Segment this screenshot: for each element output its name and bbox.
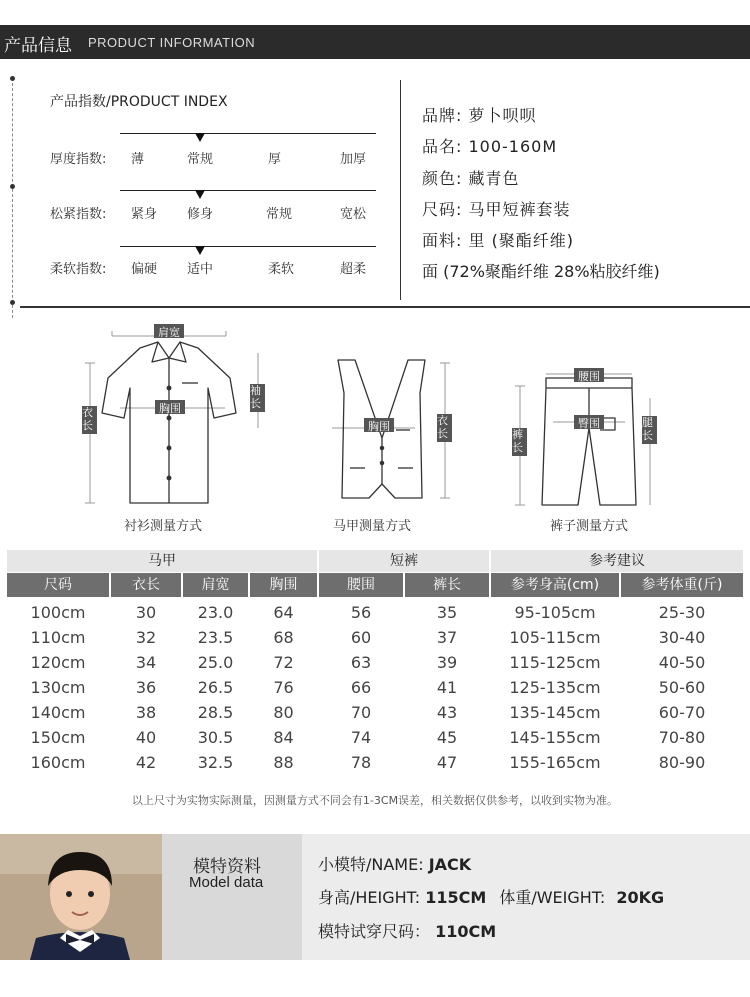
index-option: 偏硬 (131, 262, 158, 277)
cell: 63 (350, 653, 372, 672)
fit-index-label: 松紧指数: (50, 207, 107, 222)
col-chest: 胸围 (250, 573, 317, 597)
index-option: 厚 (268, 152, 282, 167)
cell: 70 (350, 703, 372, 722)
cell: 32 (135, 628, 157, 647)
model-size: 110CM (435, 922, 497, 941)
model-height-row (318, 885, 664, 908)
index-option: 宽松 (340, 207, 367, 222)
col-length: 衣长 (111, 573, 181, 597)
label-waist: 腰围 (578, 370, 600, 383)
label-shoulder: 肩宽 (158, 326, 180, 339)
cell: 95-105cm (514, 603, 596, 622)
model-photo (0, 834, 162, 960)
product-index-title: 产品指数/PRODUCT INDEX (50, 94, 228, 110)
cell: 25-30 (658, 603, 706, 622)
col-pants-length: 裤长 (405, 573, 489, 597)
shirt-caption: 衬衫测量方式 (124, 519, 203, 534)
label-length: 衣长 (82, 406, 93, 432)
cell: 130cm (30, 678, 86, 697)
index-option: 加厚 (340, 152, 367, 167)
cell: 28.5 (197, 703, 234, 722)
header-title-cn: 产品信息 (4, 36, 72, 56)
info-color: 颜色: 藏青色 (422, 169, 520, 188)
cell: 160cm (30, 753, 86, 772)
cell: 36 (135, 678, 157, 697)
cell: 135-145cm (509, 703, 601, 722)
cell: 84 (273, 728, 294, 747)
table-row (0, 628, 750, 653)
info-fabric-outer: 面 (72%聚酯纤维 28%粘胶纤维) (422, 262, 660, 281)
model-label-cn: 模特资料 (193, 857, 261, 877)
cell: 35 (436, 603, 458, 622)
cell: 125-135cm (509, 678, 601, 697)
label-hip: 臀围 (578, 417, 600, 430)
index-option: 修身 (187, 207, 214, 222)
cell: 26.5 (197, 678, 234, 697)
cell: 56 (350, 603, 372, 622)
thickness-index-label: 厚度指数: (50, 152, 107, 167)
index-scale-line (120, 246, 376, 247)
softness-index-label: 柔软指数: (50, 262, 107, 277)
model-size-label: 模特试穿尺码： (318, 922, 431, 941)
cell: 110cm (30, 628, 86, 647)
cell: 64 (273, 603, 294, 622)
label-chest: 胸围 (159, 402, 181, 415)
decorative-rail (12, 78, 13, 318)
index-marker-icon (195, 133, 205, 142)
table-row (0, 653, 750, 678)
table-row (0, 728, 750, 753)
cell: 115-125cm (509, 653, 601, 672)
cell: 30.5 (197, 728, 234, 747)
cell: 41 (436, 678, 458, 697)
index-option: 薄 (131, 152, 145, 167)
group-shorts: 短裤 (319, 550, 489, 572)
cell: 150cm (30, 728, 86, 747)
cell: 68 (273, 628, 294, 647)
vertical-divider (400, 80, 401, 300)
index-option: 常规 (187, 152, 214, 167)
model-weight-label: 体重/WEIGHT: (499, 888, 606, 907)
model-height: 115CM (425, 888, 487, 907)
cell: 40-50 (658, 653, 706, 672)
cell: 23.5 (197, 628, 234, 647)
cell: 40 (135, 728, 157, 747)
cell: 25.0 (197, 653, 234, 672)
col-waist: 腰围 (319, 573, 403, 597)
cell: 78 (350, 753, 372, 772)
model-label-en: Model data (189, 874, 264, 891)
label-leg: 腿长 (642, 416, 653, 442)
cell: 37 (436, 628, 458, 647)
label-vest-chest: 胸围 (368, 420, 390, 433)
cell: 50-60 (658, 678, 706, 697)
model-height-label: 身高/HEIGHT: (318, 888, 421, 907)
cell: 120cm (30, 653, 86, 672)
cell: 42 (135, 753, 157, 772)
horizontal-divider (20, 306, 750, 308)
col-ref-weight: 参考体重(斤) (621, 573, 743, 597)
label-inseam: 裤长 (512, 428, 523, 454)
model-name: JACK (428, 855, 472, 874)
index-marker-icon (195, 190, 205, 199)
table-row (0, 703, 750, 728)
index-scale-line (120, 190, 376, 191)
index-option: 柔软 (268, 262, 295, 277)
col-shoulder: 肩宽 (183, 573, 248, 597)
cell: 72 (273, 653, 294, 672)
cell: 45 (436, 728, 458, 747)
label-sleeve: 袖长 (250, 384, 261, 410)
shorts-caption: 裤子测量方式 (550, 519, 629, 534)
rail-dot (10, 76, 15, 81)
measurement-note: 以上尺寸为实物实际测量，因测量方式不同会有1-3CM误差，相关数据仅供参考，以收到实物为准。 (131, 794, 619, 807)
model-name-row (318, 852, 471, 875)
cell: 34 (135, 653, 157, 672)
model-size-row (318, 919, 496, 942)
index-option: 适中 (187, 262, 214, 277)
index-scale-line (120, 133, 376, 134)
group-vest: 马甲 (7, 550, 317, 572)
index-option: 超柔 (340, 262, 367, 277)
cell: 47 (436, 753, 458, 772)
cell: 38 (135, 703, 157, 722)
rail-dot (10, 184, 15, 189)
cell: 66 (350, 678, 372, 697)
cell: 145-155cm (509, 728, 601, 747)
model-name-label: 小模特/NAME: (318, 855, 424, 874)
cell: 60-70 (658, 703, 706, 722)
rail-dot (10, 300, 15, 305)
cell: 105-115cm (509, 628, 601, 647)
cell: 80-90 (658, 753, 706, 772)
cell: 39 (436, 653, 458, 672)
cell: 30-40 (658, 628, 706, 647)
cell: 76 (273, 678, 294, 697)
cell: 140cm (30, 703, 86, 722)
cell: 32.5 (197, 753, 234, 772)
section-header (0, 25, 750, 59)
index-option: 常规 (266, 207, 293, 222)
header-title-en: PRODUCT INFORMATION (88, 35, 256, 50)
info-size: 尺码: 马甲短裤套装 (422, 200, 571, 219)
info-fabric: 面料: 里 (聚酯纤维) (422, 231, 575, 250)
cell: 80 (273, 703, 294, 722)
table-row (0, 678, 750, 703)
label-vest-length: 衣长 (437, 414, 448, 440)
cell: 70-80 (658, 728, 706, 747)
cell: 30 (135, 603, 157, 622)
table-row (0, 603, 750, 628)
cell: 43 (436, 703, 458, 722)
group-reference: 参考建议 (491, 550, 743, 572)
cell: 155-165cm (509, 753, 601, 772)
vest-caption: 马甲测量方式 (333, 519, 412, 534)
cell: 74 (350, 728, 372, 747)
cell: 88 (273, 753, 294, 772)
model-weight: 20KG (616, 888, 665, 907)
col-size: 尺码 (7, 573, 109, 597)
index-option: 紧身 (131, 207, 158, 222)
cell: 23.0 (197, 603, 234, 622)
cell: 60 (350, 628, 372, 647)
info-brand: 品牌: 萝卜呗呗 (422, 106, 537, 125)
table-row (0, 753, 750, 778)
index-marker-icon (195, 246, 205, 255)
cell: 100cm (30, 603, 86, 622)
info-name: 品名: 100-160M (422, 137, 558, 156)
col-ref-height: 参考身高(cm) (491, 573, 619, 597)
